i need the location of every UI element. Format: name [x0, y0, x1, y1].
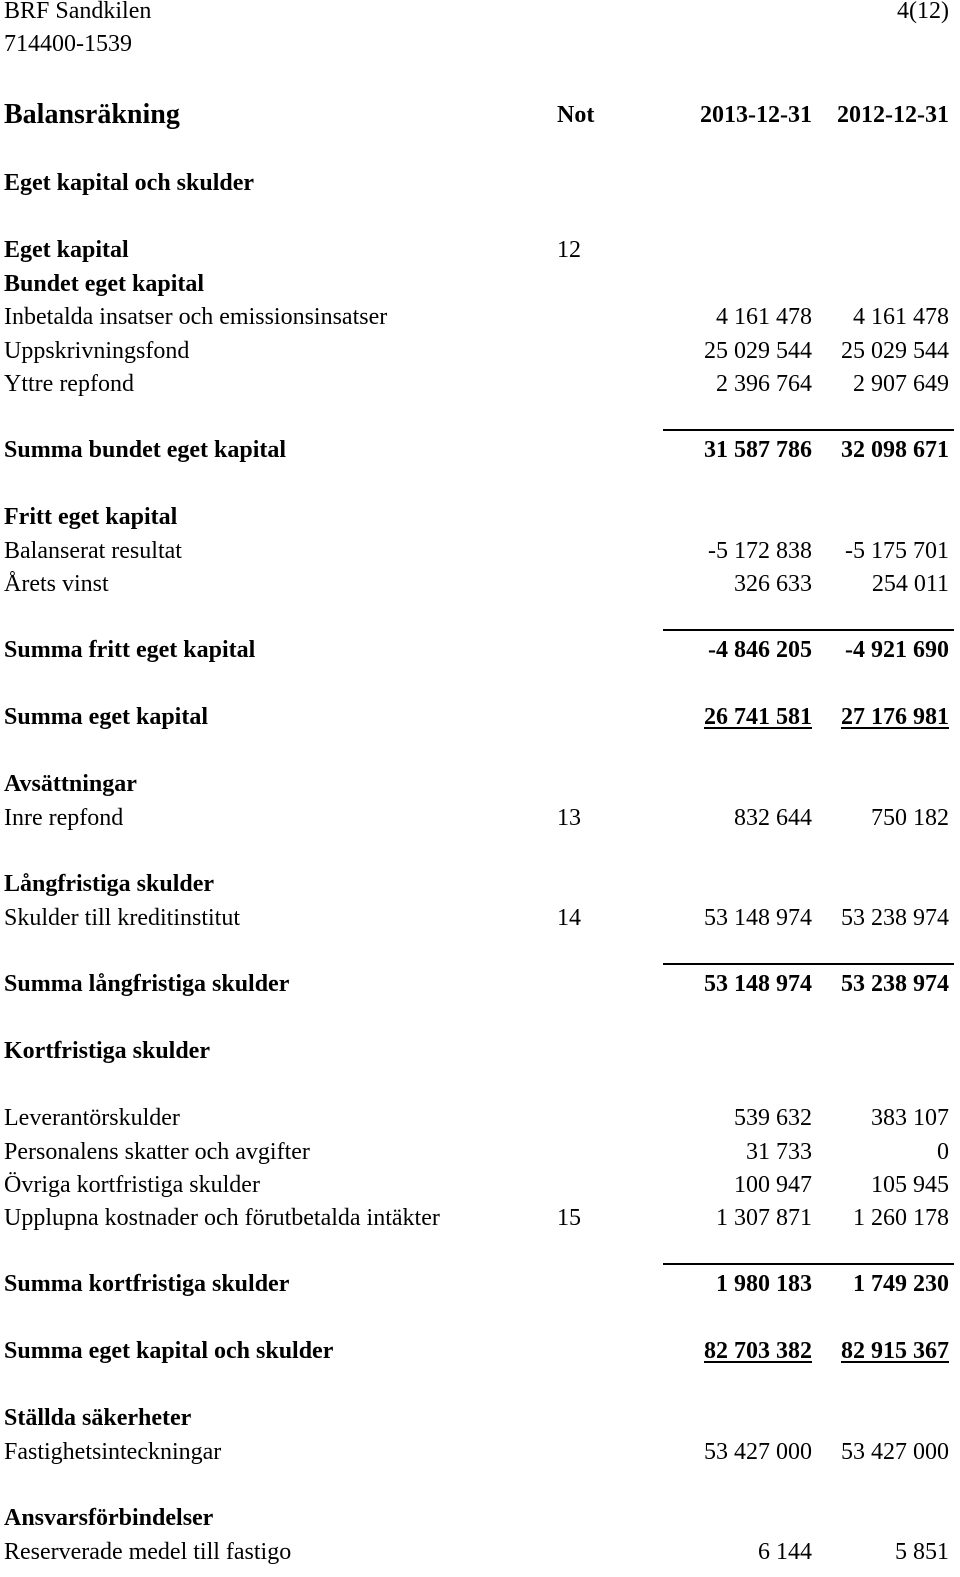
- note-ref: 15: [557, 1205, 581, 1231]
- year-2013-column-header: 2013-12-31: [700, 102, 812, 128]
- page-number: 4(12): [897, 0, 949, 24]
- table-row: Personalens skatter och avgifter 31 733 0: [4, 1139, 949, 1165]
- note-ref: 14: [557, 905, 581, 931]
- section-heading: Eget kapital och skulder: [4, 170, 255, 196]
- note-ref: 13: [557, 805, 581, 831]
- page-header: [0, 0, 960, 70]
- sum-divider: [663, 629, 954, 631]
- sum-row: Summa bundet eget kapital 31 587 786 32 098 671: [4, 437, 949, 463]
- section-heading: Ansvarsförbindelser: [4, 1505, 214, 1531]
- subsection-heading: Fritt eget kapital: [4, 504, 178, 530]
- section-heading: Eget kapital 12: [0, 233, 960, 267]
- table-row: Upplupna kostnader och förutbetalda intäkter 15 1 307 871 1 260 178: [0, 1201, 960, 1235]
- section-heading: Ställda säkerheter: [4, 1405, 192, 1431]
- table-header: [0, 97, 960, 133]
- page-title: Balansräkning: [4, 99, 180, 130]
- total-row: Summa eget kapital 26 741 581 27 176 981: [4, 704, 949, 730]
- total-row: Summa eget kapital och skulder 82 703 382 82 915 367: [4, 1338, 949, 1364]
- section-heading: Avsättningar: [4, 771, 137, 797]
- table-row: Leverantörskulder 539 632 383 107: [4, 1105, 949, 1131]
- table-row: Reserverade medel till fastigo 6 144 5 851: [4, 1539, 949, 1565]
- note-ref: 12: [557, 237, 581, 263]
- note-column-header: Not: [557, 102, 595, 128]
- sum-divider: [663, 429, 954, 431]
- subsection-heading: Bundet eget kapital: [4, 271, 205, 297]
- section-heading: Kortfristiga skulder: [4, 1038, 210, 1064]
- table-row: Uppskrivningsfond 25 029 544 25 029 544: [4, 338, 949, 364]
- company-name: BRF Sandkilen: [4, 0, 152, 24]
- table-row: Fastighetsinteckningar 53 427 000 53 427 000: [4, 1439, 949, 1465]
- table-row: Yttre repfond 2 396 764 2 907 649: [4, 371, 949, 397]
- sum-row: Summa kortfristiga skulder 1 980 183 1 749 230: [4, 1271, 949, 1297]
- table-row: Inbetalda insatser och emissionsinsatser 4 161 478 4 161 478: [4, 304, 949, 330]
- sum-row: Summa fritt eget kapital -4 846 205 -4 921 690: [4, 637, 949, 663]
- table-row: Övriga kortfristiga skulder 100 947 105 945: [4, 1172, 949, 1198]
- table-row: Inre repfond 13 832 644 750 182: [0, 801, 960, 835]
- table-row: Balanserat resultat -5 172 838 -5 175 701: [4, 538, 949, 564]
- sum-row: Summa långfristiga skulder 53 148 974 53 238 974: [4, 971, 949, 997]
- year-2012-column-header: 2012-12-31: [837, 102, 949, 128]
- section-heading: Långfristiga skulder: [4, 871, 215, 897]
- sum-divider: [663, 963, 954, 965]
- sum-divider: [663, 1263, 954, 1265]
- table-row: Årets vinst 326 633 254 011: [4, 571, 949, 597]
- org-number: 714400-1539: [4, 31, 132, 57]
- table-row: Skulder till kreditinstitut 14 53 148 974 53 238 974: [0, 901, 960, 935]
